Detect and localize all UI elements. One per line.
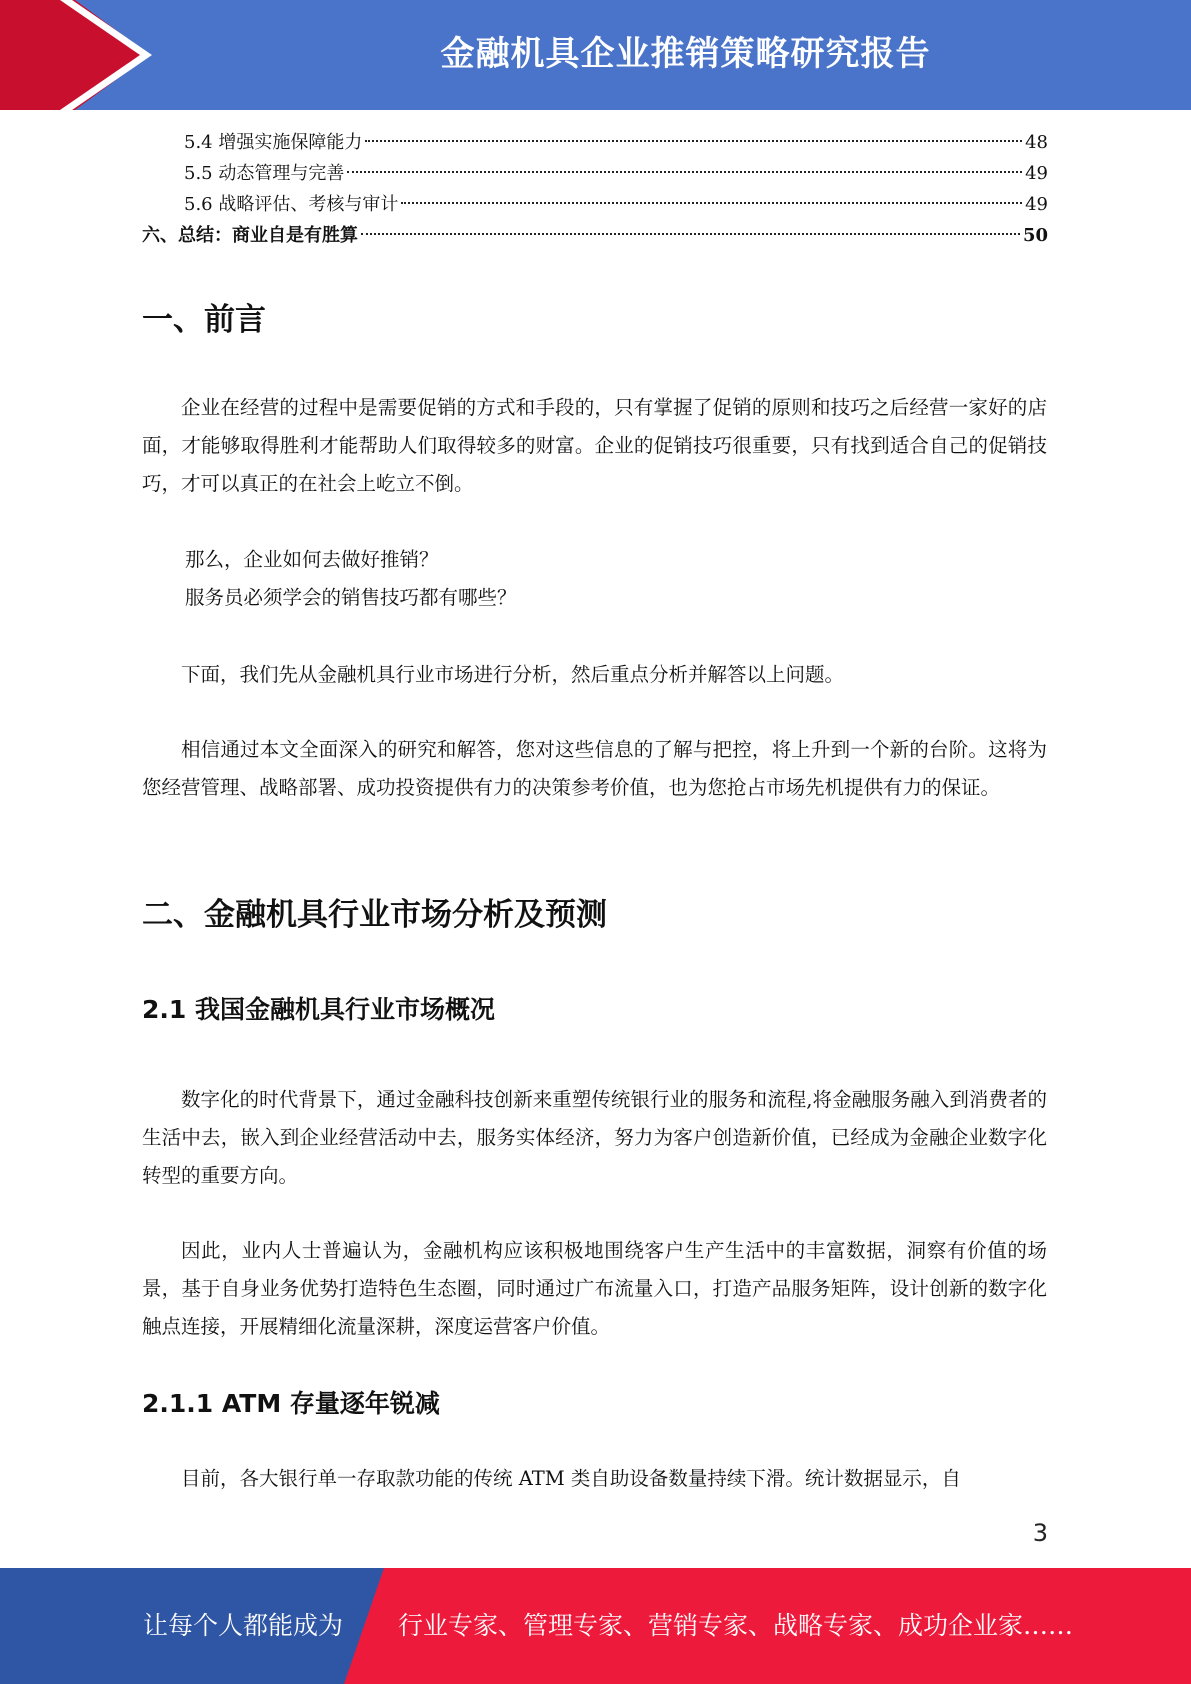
header-red-arrow: [0, 0, 150, 110]
page-footer: [0, 1568, 1191, 1684]
paragraph: 数字化的时代背景下，通过金融科技创新来重塑传统银行业的服务和流程,将金融服务融入到消费者的生活中去，嵌入到企业经营活动中去，服务实体经济，努力为客户创造新价值，已经成为金融企业数字化转型的重要方向。: [142, 1088, 1047, 1187]
toc-entry-5-6[interactable]: [142, 189, 1048, 220]
paragraph: 企业在经营的过程中是需要促销的方式和手段的，只有掌握了促销的原则和技巧之后经营一家好的店面，才能够取得胜利才能帮助人们取得较多的财富。企业的促销技巧很重要，只有找到适合自己的促销技巧，才可以真正的在社会上屹立不倒。: [142, 396, 1047, 495]
toc-entry-5-5[interactable]: [142, 158, 1048, 189]
toc-entry-5-4[interactable]: [142, 127, 1048, 158]
report-title: 金融机具企业推销策略研究报告: [440, 34, 931, 74]
footer-slogan-right: 行业专家、管理专家、营销专家、战略专家、成功企业家……: [398, 1611, 1074, 1640]
section-heading-market-analysis: 二、金融机具行业市场分析及预测: [142, 897, 607, 933]
toc-entry-page: 49: [1025, 194, 1048, 215]
toc-leader-dots: [365, 140, 1022, 142]
toc-entry-page: 49: [1025, 163, 1048, 184]
toc-entry-label: 5.4 增强实施保障能力: [184, 132, 363, 153]
toc-entry-label: 5.5 动态管理与完善: [184, 163, 345, 184]
section-heading-preface: 一、前言: [142, 302, 266, 338]
toc-entry-label: 六、总结：商业自是有胜算: [142, 225, 358, 246]
page-number: 3: [1032, 1519, 1048, 1547]
toc-entry-page: 48: [1025, 132, 1048, 153]
paragraph: 目前，各大银行单一存取款功能的传统 ATM 类自助设备数量持续下滑。统计数据显示，自: [181, 1467, 961, 1490]
paragraph: 因此，业内人士普遍认为，金融机构应该积极地围绕客户生产生活中的丰富数据，洞察有价值的场景，基于自身业务优势打造特色生态圈，同时通过广布流量入口，打造产品服务矩阵，设计创新的数字化触点连接，开展精细化流量深耕，深度运营客户价值。: [142, 1239, 1047, 1338]
page-header: [0, 0, 1191, 110]
toc-entry-page: 50: [1022, 225, 1048, 246]
paragraph: 相信通过本文全面深入的研究和解答，您对这些信息的了解与把控，将上升到一个新的台阶。这将为您经营管理、战略部署、成功投资提供有力的决策参考价值，也为您抢占市场先机提供有力的保证。: [142, 738, 1047, 799]
question-line: 服务员必须学会的销售技巧都有哪些？: [185, 586, 517, 609]
subsection-heading-2-1-1: 2.1.1 ATM 存量逐年锐减: [142, 1389, 440, 1418]
toc-entry-6[interactable]: [142, 220, 1048, 251]
toc-leader-dots: [401, 202, 1022, 204]
toc-entry-label: 5.6 战略评估、考核与审计: [184, 194, 399, 215]
question-line: 那么，企业如何去做好推销？: [185, 548, 439, 571]
subsection-heading-2-1: 2.1 我国金融机具行业市场概况: [142, 995, 495, 1024]
footer-slogan-left: 让每个人都能成为: [143, 1611, 344, 1640]
paragraph: 下面，我们先从金融机具行业市场进行分析，然后重点分析并解答以上问题。: [181, 663, 845, 686]
table-of-contents: [142, 127, 1048, 251]
toc-leader-dots: [361, 233, 1020, 235]
toc-leader-dots: [347, 171, 1022, 173]
